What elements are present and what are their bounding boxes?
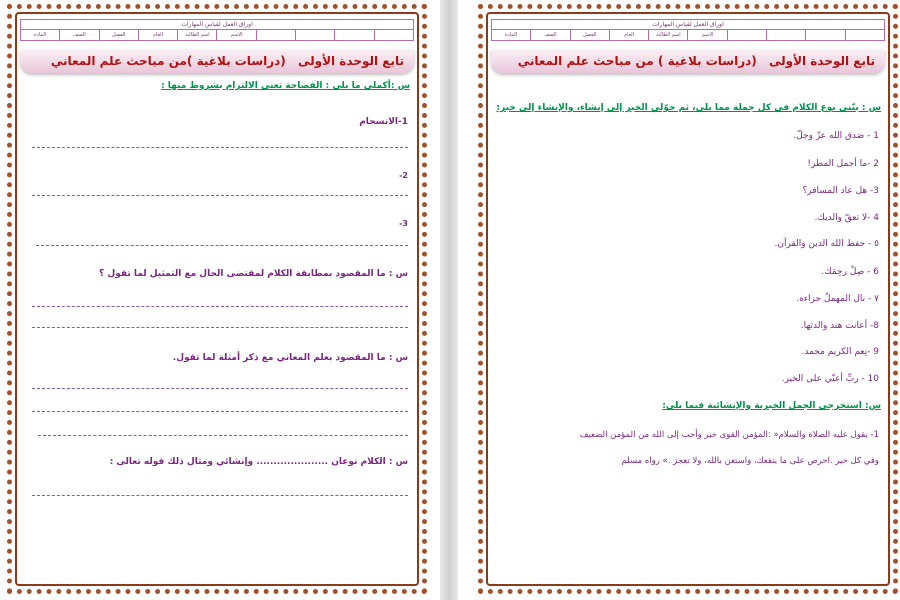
header-cell	[766, 30, 805, 40]
page-inner-border	[15, 12, 419, 586]
answer-line[interactable]	[32, 388, 408, 389]
header-cell: الصف	[59, 30, 98, 40]
header-title: اوراق العمل لقياس المهارات	[21, 20, 413, 30]
sentence-item: 8- أعانت هند والدتها.	[800, 321, 879, 331]
header-cell: الفصل	[99, 30, 138, 40]
answer-item-3: 3-	[399, 219, 408, 228]
header-cell: العام	[138, 30, 177, 40]
sentence-item: 1 - صَدق الله عزّ وجلّ.	[793, 131, 879, 141]
hadith-line: وفي كل خير .احرص على ما ينفعك، واستعن بالله، ولا تعجز .» رواه مسلم	[621, 456, 879, 466]
sentence-item: 2 -ما أجمل المطر!	[807, 159, 879, 169]
header-cells	[21, 30, 413, 40]
right-page	[478, 4, 898, 594]
answer-item-1: 1-الانسجام	[359, 117, 408, 127]
question-meanings: س : ما المقصود بعلم المعاني مع ذكر أمثلة لما تقول.	[172, 353, 408, 363]
sentence-item: ٥ - حفظ الله الدين والقرآن.	[774, 239, 879, 249]
answer-line[interactable]	[32, 495, 408, 496]
left-page	[7, 4, 427, 594]
header-cell	[805, 30, 844, 40]
answer-line[interactable]	[32, 306, 408, 307]
sentence-item: 6 - صِلْ رحِمَك.	[821, 267, 879, 277]
answer-line[interactable]	[32, 327, 408, 328]
question-extract: س: استخرجي الجمل الخبرية والإنشائية فيما يلي:	[662, 401, 881, 411]
answer-item-2: 2-	[399, 171, 408, 180]
header-cell: الصف	[530, 30, 569, 40]
header-cell	[374, 30, 413, 40]
answer-line[interactable]	[32, 147, 408, 148]
question-types: س : الكلام نوعان ..................... وإنشائي ومثال ذلك قوله تعالى :	[109, 457, 408, 467]
answer-line[interactable]	[38, 435, 408, 436]
unit-title-a: تابع الوحدة الأولى	[297, 54, 404, 68]
header-cell: اسم الطالبة	[177, 30, 216, 40]
hadith-line: 1- يقول عليه الصلاة والسلام« :المؤمن القوى خير وأحب إلى الله من المؤمن الضعيف	[579, 430, 879, 440]
header-cell	[727, 30, 766, 40]
question-types-transform: س : بيّني نوع الكلام في كل جملة مما يلي، ثم حوّلي الخبر إلى إنشاء، والإنشاء إلى خبر:	[496, 103, 881, 113]
answer-line[interactable]	[36, 245, 408, 246]
unit-title-b: (دراسات بلاغية )من مباحث علم المعاني	[50, 54, 286, 68]
header-cell: الاسم	[687, 30, 726, 40]
sentence-item: 9 -نِعم الكريم محمد.	[801, 347, 879, 357]
header-cell: العام	[609, 30, 648, 40]
header-cells	[492, 30, 884, 40]
header-cell: الاسم	[216, 30, 255, 40]
header-cell	[256, 30, 295, 40]
header-cell	[334, 30, 373, 40]
header-table	[491, 19, 885, 41]
question-context: س : ما المقصود بمطابقة الكلام لمقتضى الحال مع التمثيل لما تقول ؟	[99, 269, 408, 279]
page-gap	[440, 0, 458, 600]
header-cell: الفصل	[570, 30, 609, 40]
header-cell: المادة	[505, 32, 518, 38]
sentence-item: 3- هل عاد المسافر؟	[802, 186, 879, 196]
sentence-item: 4 -لا تعقّ والديك.	[814, 213, 879, 223]
unit-title-a: تابع الوحدة الأولى	[768, 54, 875, 68]
unit-title-banner	[20, 49, 414, 73]
header-table	[20, 19, 414, 41]
sentence-item: 10 - ربِّ أعنّي على الخير.	[781, 374, 879, 384]
unit-title-banner	[491, 49, 885, 73]
answer-line[interactable]	[32, 195, 408, 196]
unit-title-b: (دراسات بلاغية ) من مباحث علم المعاني	[517, 54, 757, 68]
header-title: اوراق العمل لقياس المهارات	[492, 20, 884, 30]
answer-line[interactable]	[32, 411, 408, 412]
sentence-item: ٧ - نال المهملُ جزاءه.	[796, 294, 879, 304]
header-cell	[295, 30, 334, 40]
header-cell	[845, 30, 884, 40]
header-cell: المادة	[34, 32, 47, 38]
header-cell: اسم الطالبة	[648, 30, 687, 40]
question-complete: س :أكملي ما يلي : الفصاحة تعنى الالتزام بشروط منها :	[161, 81, 410, 91]
